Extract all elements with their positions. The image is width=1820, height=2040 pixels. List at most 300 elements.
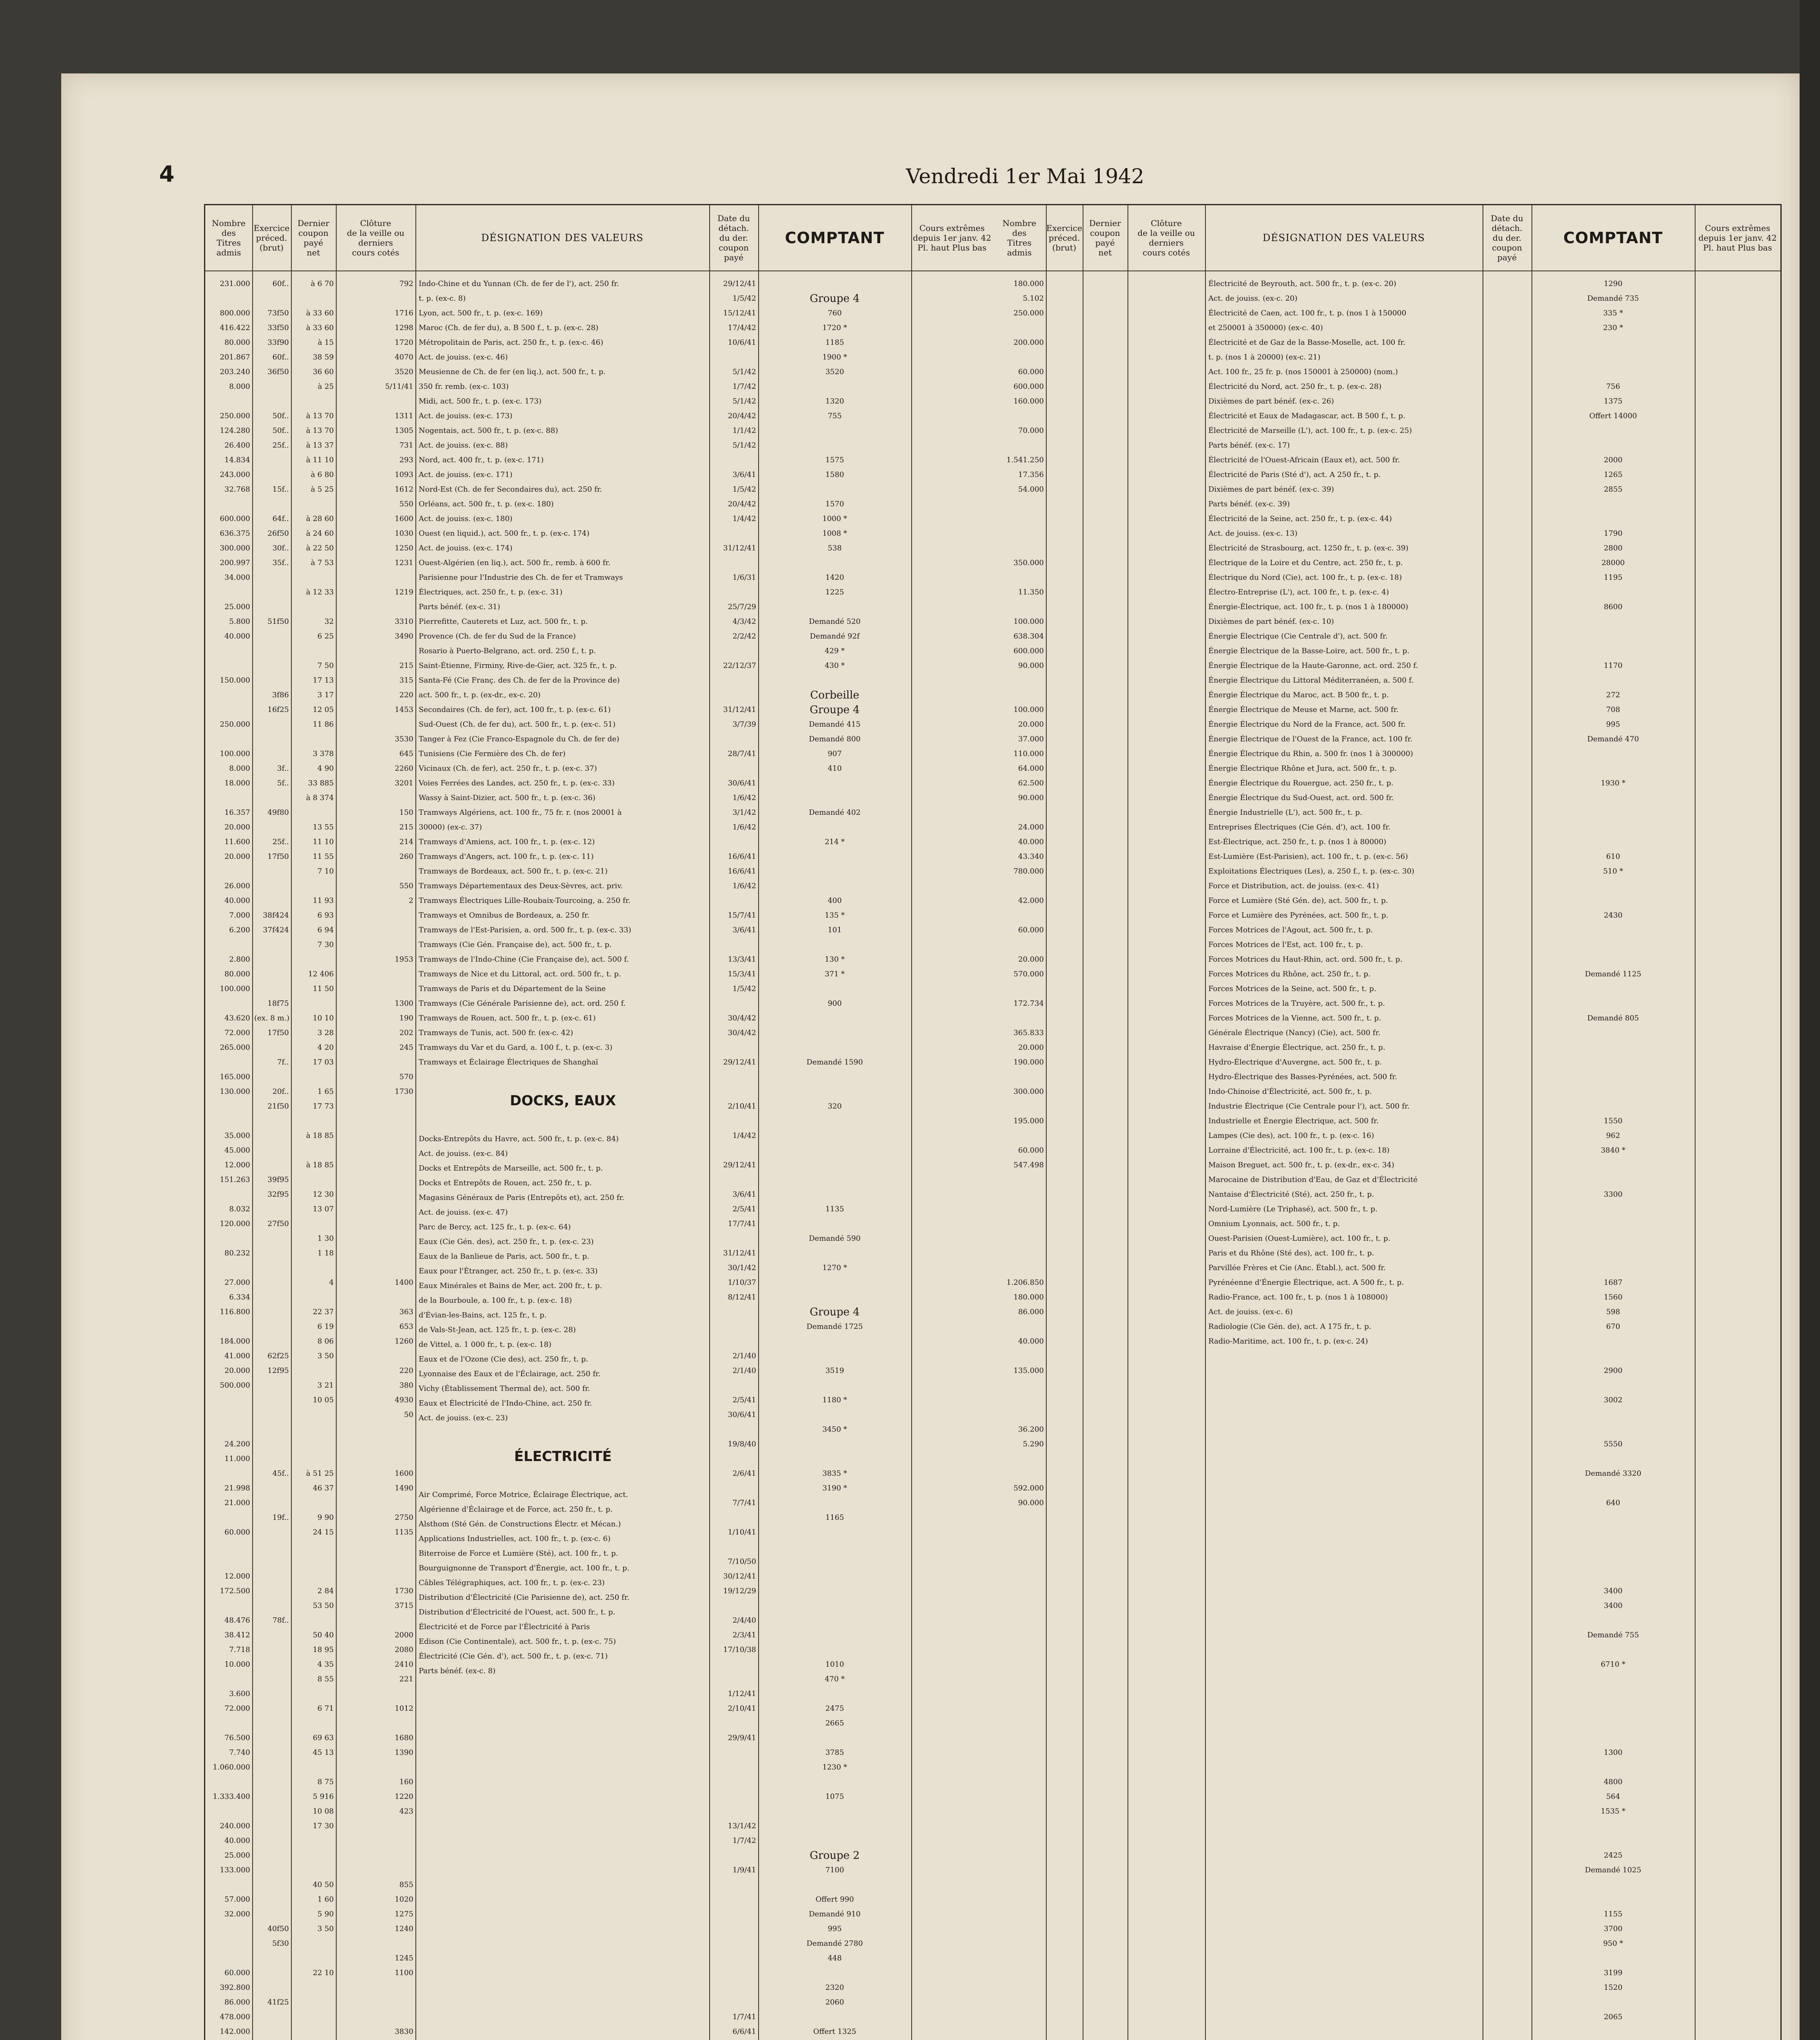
cell: 592.000 (1013, 1484, 1044, 1492)
cell (1531, 1510, 1695, 1525)
cell: 7.718 (229, 1645, 250, 1654)
cell: 3840 * (1600, 1146, 1626, 1155)
cell: 1240 (395, 1925, 413, 1933)
cell: 2665 (825, 1719, 844, 1727)
cell (336, 1202, 415, 1217)
cell: 25f.. (272, 441, 289, 450)
cell: 429 * (824, 647, 845, 655)
cell: Énergie Électrique du Rhin, a. 500 fr. (nos 1 à 300000) (1208, 749, 1413, 758)
cell: à 5 25 (311, 485, 334, 494)
cell (758, 879, 911, 894)
header-detach-right: Date du détach. du der. coupon payé (1483, 205, 1531, 271)
cell: 547.498 (1013, 1161, 1044, 1169)
cell (993, 1129, 1046, 1143)
cell: Lyonnaise des Eaux et de l'Éclairage, act. 250 fr. (419, 1370, 601, 1378)
cell: Demandé 1590 (806, 1058, 863, 1067)
cell: 17/10/38 (723, 1645, 756, 1654)
cell: 1.333.400 (213, 1792, 250, 1801)
cell: 30/6/41 (728, 779, 756, 787)
cell: 3400 (1604, 1601, 1622, 1610)
cell: Eaux de la Banlieue de Paris, act. 500 fr., t. p. (419, 1252, 590, 1261)
cell: 34.000 (224, 573, 250, 582)
page-header (159, 161, 1771, 194)
cell: Demandé 1725 (806, 1322, 863, 1331)
cell: t. p. (ex-c. 8) (419, 294, 466, 303)
cell: Act. de jouiss. (ex-c. 13) (1208, 529, 1298, 538)
cell: 855 (399, 1880, 413, 1889)
cell: Eaux Minérales et Bains de Mer, act. 200 fr., t. p. (419, 1282, 602, 1290)
cell (291, 1834, 336, 1848)
cell: 3300 (1604, 1190, 1622, 1199)
cell: ÉLECTRICITÉ (514, 1448, 612, 1465)
cell: 6 25 (317, 632, 334, 641)
cell: 800.000 (220, 309, 250, 317)
cell: 22 10 (313, 1969, 334, 1977)
page-date: Vendredi 1er Mai 1942 (906, 164, 1145, 188)
cell (291, 291, 336, 306)
cell: 1/1/42 (732, 426, 756, 435)
cell: 1/12/41 (728, 1690, 756, 1698)
cell: Demandé 800 (809, 735, 861, 743)
cell (291, 1569, 336, 1584)
cell (993, 438, 1046, 453)
cell (758, 1187, 911, 1202)
cell: 38 59 (313, 353, 334, 361)
cell (1531, 629, 1695, 644)
cell: Demandé 735 (1587, 294, 1639, 303)
cell: 5 916 (313, 1792, 334, 1801)
cell (252, 453, 291, 468)
cell: Algérienne d'Éclairage et de Force, act. 250 fr., t. p. (419, 1505, 613, 1514)
cell: 16f25 (267, 705, 289, 714)
cell: 907 (828, 749, 842, 758)
cell: 2/6/41 (732, 1469, 756, 1478)
cell (993, 908, 1046, 923)
cell: 4/3/42 (732, 617, 756, 626)
cell: 1/9/41 (732, 1866, 756, 1874)
cell: 180.000 (1013, 279, 1044, 288)
cell: 100.000 (1013, 705, 1044, 714)
cell: 21.000 (224, 1499, 250, 1507)
cell (993, 2010, 1046, 2024)
cell: 3/7/39 (732, 720, 756, 729)
cell (252, 1114, 291, 1129)
cell (1531, 1554, 1695, 1569)
cell: 17.356 (1018, 470, 1044, 479)
cell (1531, 791, 1695, 805)
cell (709, 526, 758, 541)
cell: 2/2/42 (732, 632, 756, 641)
cell (291, 1951, 336, 1966)
cell: 120.000 (220, 1220, 250, 1228)
cell: Énergie Électrique (Cie Centrale d'), act. 500 fr. (1208, 632, 1388, 641)
cell: Demandé 402 (809, 808, 861, 817)
cell: 14.834 (224, 456, 250, 464)
cell: Électricité et de Force par l'Électricité à Paris (419, 1623, 590, 1631)
cell: 1520 (1604, 1983, 1622, 1992)
cell (291, 1760, 336, 1775)
header-exercice: Exercice préced. (brut) (252, 205, 291, 271)
cell (993, 1613, 1046, 1628)
cell (291, 1980, 336, 1995)
cell: 5.800 (229, 617, 250, 626)
cell: 2/1/40 (732, 1352, 756, 1360)
cell (252, 1290, 291, 1305)
cell: 26f50 (267, 529, 289, 538)
cell (252, 600, 291, 614)
cell: 416.422 (220, 324, 250, 332)
cell (709, 1540, 758, 1554)
cell: 5f30 (272, 1939, 289, 1948)
cell (1531, 1951, 1695, 1966)
cell: 12 30 (313, 1190, 334, 1199)
cell: 40f50 (267, 1925, 289, 1933)
cell: 3 378 (313, 749, 334, 758)
cell (758, 1173, 911, 1187)
cell (1531, 923, 1695, 938)
cell: 1930 * (1600, 779, 1626, 787)
cell: 570.000 (1013, 970, 1044, 978)
cell: 10 10 (313, 1014, 334, 1022)
cell (205, 1672, 252, 1687)
cell (252, 1129, 291, 1143)
cell: Ouest-Algérien (en liq.), act. 500 fr., remb. à 600 fr. (419, 559, 610, 567)
cell: Provence (Ch. de fer du Sud de la France) (419, 632, 576, 641)
header-extremes-right: Cours extrêmes depuis 1er janv. 42 Pl. haut Plus bas (1695, 205, 1780, 271)
cell: Demandé 92f (810, 632, 860, 641)
cell (336, 1496, 415, 1510)
cell: 20.000 (224, 1366, 250, 1375)
cell: 2/5/41 (732, 1205, 756, 1213)
cell: 731 (399, 441, 413, 450)
cell: 3201 (395, 779, 413, 787)
cell: 1245 (395, 1954, 413, 1962)
cell (1531, 673, 1695, 688)
cell: 640 (1606, 1499, 1620, 1507)
cell: 9 90 (317, 1513, 334, 1522)
cell (758, 1114, 911, 1129)
cell: Voies Ferrées des Landes, act. 250 fr., t. p. (ex-c. 33) (419, 779, 615, 787)
cell (758, 864, 911, 879)
cell: 64f.. (272, 514, 289, 523)
cell: Offert 14000 (1589, 412, 1637, 420)
cell: 30/4/42 (728, 1029, 756, 1037)
cell (336, 600, 415, 614)
cell: 7/7/41 (732, 1499, 756, 1507)
cell: 1790 (1604, 529, 1622, 538)
cell: Nantaise d'Électricité (Sté), act. 250 fr., t. p. (1208, 1190, 1374, 1199)
cell (336, 1143, 415, 1158)
cell (1531, 1173, 1695, 1187)
cell (758, 1452, 911, 1466)
cell: 950 * (1603, 1939, 1623, 1948)
cell (993, 1848, 1046, 1863)
cell: 3 50 (317, 1925, 334, 1933)
cell: 1/4/42 (732, 514, 756, 523)
cell: 1225 (825, 588, 844, 596)
cell: 40 50 (313, 1880, 334, 1889)
cell: 7.740 (229, 1748, 250, 1757)
cell: 1270 * (822, 1264, 847, 1272)
cell (993, 1261, 1046, 1275)
cell: 29/12/41 (723, 279, 756, 288)
cell (336, 1187, 415, 1202)
cell (1531, 438, 1695, 453)
cell (291, 1217, 336, 1231)
cell (291, 1408, 336, 1422)
cell: 4070 (395, 353, 413, 361)
cell (252, 1319, 291, 1334)
cell (993, 879, 1046, 894)
cell (709, 1599, 758, 1613)
cell: Groupe 2 (810, 1849, 860, 1862)
cell (336, 1687, 415, 1701)
cell: 4 90 (317, 764, 334, 773)
cell (1531, 835, 1695, 849)
cell: Indo-Chinoise d'Électricité, act. 500 fr., t. p. (1208, 1087, 1372, 1096)
scan-edge (1800, 0, 1820, 2040)
cell: Entreprises Électriques (Cie Gén. d'), act. 100 fr. (1208, 823, 1391, 832)
cell (252, 644, 291, 659)
cell: 8.032 (229, 1205, 250, 1213)
cell: 1.206.850 (1006, 1278, 1044, 1287)
cell (252, 1643, 291, 1657)
cell: à 13 37 (306, 441, 334, 450)
cell (205, 1540, 252, 1554)
cell: 13/3/41 (728, 955, 756, 964)
cell: 230 * (1603, 324, 1623, 332)
cell: 165.000 (220, 1073, 250, 1081)
cell (709, 350, 758, 365)
cell (336, 1554, 415, 1569)
cell: 3199 (1604, 1969, 1622, 1977)
cell (291, 1114, 336, 1129)
cell: 7 30 (317, 940, 334, 949)
cell (993, 1319, 1046, 1334)
cell: 32.768 (224, 485, 250, 494)
cell: et 250001 à 350000) (ex-c. 40) (1208, 324, 1323, 332)
cell: 62.500 (1018, 779, 1044, 787)
column-body (205, 277, 252, 2040)
cell: 7f.. (277, 1058, 289, 1067)
cell: 3 17 (317, 691, 334, 699)
cell: 73f50 (267, 309, 289, 317)
cell (993, 512, 1046, 526)
cell (1531, 1217, 1695, 1231)
cell: 300.000 (1013, 1087, 1044, 1096)
cell (291, 1687, 336, 1701)
cell: 27.000 (224, 1278, 250, 1287)
cell (336, 1834, 415, 1848)
col-designation (415, 205, 710, 2040)
cell (1531, 1055, 1695, 1070)
cell: 200.997 (220, 559, 250, 567)
cell: 2475 (825, 1704, 844, 1713)
cell: 1/7/42 (732, 382, 756, 391)
cell: 1 60 (317, 1895, 334, 1904)
cell: Midi, act. 500 fr., t. p. (ex-c. 173) (419, 397, 542, 406)
cell: 3 28 (317, 1029, 334, 1037)
cell (205, 1099, 252, 1114)
cell: Industrie Électrique (Cie Centrale pour l'), act. 500 fr. (1208, 1102, 1410, 1111)
cell (252, 1687, 291, 1701)
cell: 1687 (1604, 1278, 1622, 1287)
cell (758, 938, 911, 952)
cell: Ouest (en liquid.), act. 500 fr., t. p. (ex-c. 174) (419, 529, 590, 538)
cell: Électricité et de Gaz de la Basse-Moselle, act. 100 fr. (1208, 338, 1406, 347)
cell: 4 (329, 1278, 334, 1287)
cell (1531, 1701, 1695, 1716)
cell: 45f.. (272, 1469, 289, 1478)
cell (993, 1995, 1046, 2010)
cell: 190 (399, 1014, 413, 1022)
cell: Groupe 4 (810, 293, 860, 305)
cell: 21f50 (267, 1102, 289, 1111)
cell: Groupe 4 (810, 1306, 860, 1318)
cell: 20.000 (224, 823, 250, 832)
cell: 315 (399, 676, 413, 685)
cell: 2800 (1604, 544, 1622, 552)
cell: 42.000 (1018, 896, 1044, 905)
cell: 22 37 (313, 1308, 334, 1316)
cell: 201.867 (220, 353, 250, 361)
cell: 2/3/41 (732, 1631, 756, 1639)
cell: 4 20 (317, 1043, 334, 1052)
cell: Lampes (Cie des), act. 100 fr., t. p. (ex-c. 16) (1208, 1131, 1374, 1140)
cell (1531, 1731, 1695, 1745)
cell: 1260 (395, 1337, 413, 1346)
cell: 1012 (395, 1704, 413, 1713)
cell: 15/7/41 (728, 911, 756, 920)
cell: 6 19 (317, 1322, 334, 1331)
cell: 40.000 (1018, 1337, 1044, 1346)
cell (252, 1701, 291, 1716)
cell (336, 1980, 415, 1995)
cell (993, 1217, 1046, 1231)
cell: 60.000 (224, 1528, 250, 1537)
cell: Énergie Électrique du Sud-Ouest, act. ord. 500 fr. (1208, 794, 1394, 802)
cell (252, 1599, 291, 1613)
cell (252, 732, 291, 747)
cell: Offert 1325 (813, 2027, 857, 2036)
cell: 180.000 (1013, 1293, 1044, 1302)
cell: Énergie Industrielle (L'), act. 500 fr., t. p. (1208, 808, 1363, 817)
cell: Électricité de Beyrouth, act. 500 fr., t. p. (ex-c. 20) (1208, 279, 1396, 288)
cell: Corbeille (810, 689, 859, 701)
cell (205, 1554, 252, 1569)
cell (252, 2024, 291, 2039)
cell: Biterroise de Force et Lumière (Sté), act. 100 fr., t. p. (419, 1549, 618, 1558)
cell: 1730 (395, 1087, 413, 1096)
cell (252, 1980, 291, 1995)
cell: Act. de jouiss. (ex-c. 6) (1208, 1308, 1293, 1316)
cell: 250.000 (1013, 309, 1044, 317)
cell: 15/3/41 (728, 970, 756, 978)
cell (993, 1966, 1046, 1980)
cell: 2260 (395, 764, 413, 773)
cell: 6 93 (317, 911, 334, 920)
cell: à 6 70 (311, 279, 334, 288)
cell: 50f.. (272, 412, 289, 420)
cell: Act. de jouiss. (ex-c. 180) (419, 514, 513, 523)
cell: 1580 (825, 470, 844, 479)
cell: Groupe 4 (810, 704, 860, 716)
cell: Tramways de Rouen, act. 500 fr., t. p. (ex-c. 61) (419, 1014, 596, 1022)
cell: 1400 (395, 1278, 413, 1287)
cell (336, 938, 415, 952)
cell (993, 1819, 1046, 1834)
cell: Énergie Électrique du Nord de la France, act. 500 fr. (1208, 720, 1406, 729)
cell: Vicinaux (Ch. de fer), act. 250 fr., t. p. (ex-c. 37) (419, 764, 597, 773)
cell (758, 277, 911, 291)
cell (252, 1158, 291, 1173)
cell: 3835 * (822, 1469, 847, 1478)
cell: 500.000 (220, 1381, 250, 1390)
cell (993, 1393, 1046, 1408)
cell (1531, 614, 1695, 629)
cell: 17f50 (267, 852, 289, 861)
cell: 3/1/42 (732, 808, 756, 817)
cell (993, 673, 1046, 688)
cell: 31/12/41 (723, 1249, 756, 1257)
cell (709, 1789, 758, 1804)
cell: 11 10 (313, 838, 334, 846)
cell: 100.000 (220, 985, 250, 993)
cell: 1030 (395, 529, 413, 538)
cell (336, 1290, 415, 1305)
cell: Électriques, act. 250 fr., t. p. (ex-c. 31) (419, 588, 563, 596)
cell: 17/4/42 (728, 324, 756, 332)
cell: Électricité et Eaux de Madagascar, act. B 500 f., t. p. (1208, 412, 1405, 420)
cell: 172.734 (1013, 999, 1044, 1008)
cell (336, 717, 415, 732)
cell: Tramways Départementaux des Deux-Sèvres, act. priv. (419, 882, 623, 890)
cell: 2750 (395, 1513, 413, 1522)
cell (993, 497, 1046, 512)
cell (1531, 1158, 1695, 1173)
cell: Pierrefitte, Cauterets et Luz, act. 500 fr., t. p. (419, 617, 588, 626)
cell: Dixièmes de part bénéf. (ex-c. 10) (1208, 617, 1334, 626)
cell: Parts bénéf. (ex-c. 39) (1208, 500, 1290, 508)
cell: à 24 60 (306, 529, 334, 538)
cell: 19/12/29 (723, 1587, 756, 1595)
cell (993, 982, 1046, 996)
cell: à 18 85 (306, 1161, 334, 1169)
cell (1531, 879, 1695, 894)
col-cloture (336, 205, 416, 2040)
cell: 8 75 (317, 1778, 334, 1786)
cell: 653 (399, 1322, 413, 1331)
cell: 214 * (824, 838, 845, 846)
cell (291, 1863, 336, 1878)
cell: 1298 (395, 324, 413, 332)
cell: 12.000 (224, 1161, 250, 1169)
cell (205, 291, 252, 306)
cell: 150.000 (220, 676, 250, 685)
cell (709, 1510, 758, 1525)
cell (336, 1099, 415, 1114)
cell: 550 (399, 882, 413, 890)
cell (252, 1143, 291, 1158)
quotation-table (204, 204, 1782, 2040)
cell (205, 703, 252, 717)
cell: Radio-France, act. 100 fr., t. p. (nos 1 à 108000) (1208, 1293, 1388, 1302)
cell (1531, 585, 1695, 600)
cell: 2425 (1604, 1851, 1622, 1860)
right-half (993, 205, 1780, 2040)
cell: Électricité de Caen, act. 100 fr., t. p. (nos 1 à 150000 (1208, 309, 1407, 317)
cell: à 11 10 (306, 456, 334, 464)
